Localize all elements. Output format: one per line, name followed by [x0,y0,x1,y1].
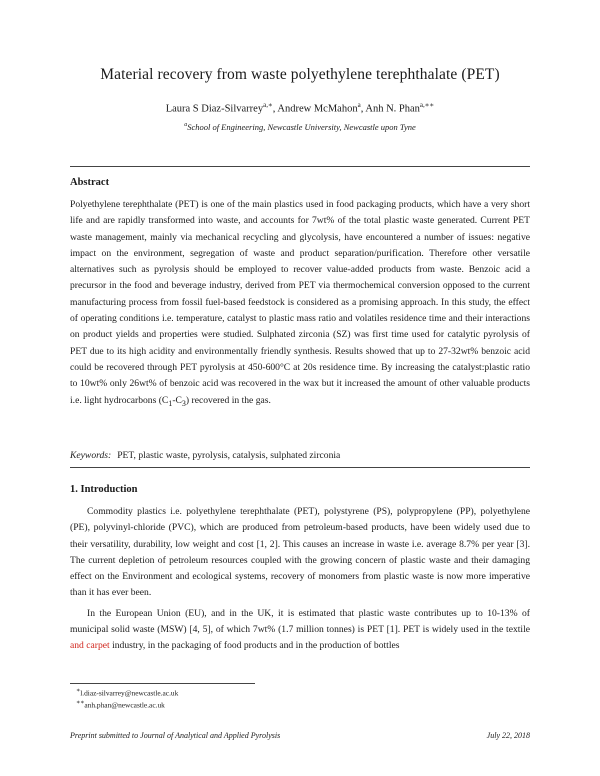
paragraph-text: In the European Union (EU), and in the UK, it is estimated that plastic waste contributes up to 10-13% of municipal solid waste (MSW) [4, 5], of which 7wt% (1.7 million tonnes) is PET [1]. PET is widely used in the textile [70,607,530,636]
author-name: Laura S Diaz-Silvarrey [165,103,264,115]
introduction-body [70,504,530,655]
footnotes [70,686,530,711]
author-affil-mark: a,∗ [263,101,273,109]
footnote-mark: ∗ [76,688,81,694]
affil-mark: a [184,122,188,129]
footer-date: July 22, 2018 [486,731,530,740]
footer-journal: Preprint submitted to Journal of Analytical and Applied Pyrolysis [70,731,281,740]
abstract-bottom-rule [70,467,530,468]
section-heading: 1. Introduction [70,484,138,495]
page-footer [70,731,530,740]
abstract-text: Polyethylene terephthalate (PET) is one of the main plastics used in food packaging products, which have a very short life and are rapidly transformed into waste, and accounts for 7wt% of the total plastic waste generated. Current PET waste management, mainly via mechanical recycling and glycolysis, have encountered a number of issues: negative impact on the environment, segregation of waste and product separation/purification. Therefore other versatile alternatives such as pyrolysis should be employed to recover value-added products from waste. Benzoic acid a precursor in the food and beverage industry, derived from PET via thermochemical conversion opposed to the current manufacturing process from fossil fuel-based feedstock is considered as a promising approach. In this study, the effect of operating conditions i.e. temperature, catalyst to plastic mass ratio and volatiles residence time and their interactions on product yields and properties were studied. Sulphated zirconia (SZ) was first time used for catalytic pyrolysis of PET due to its high acidity and environmentally friendly synthesis. Results showed that up to 27-32wt% benzoic acid could be recovered through PET pyrolysis at 450-600°C at 20s residence time. By increasing the catalyst:plastic ratio to 10wt% only 26wt% of benzoic acid was recovered in the wax but it increased the amount of other valuable products i.e. light hydrocarbons (C [70,199,530,406]
footnote-email: anh.phan@newcastle.ac.uk [84,700,165,710]
author-affil-mark: a,∗∗ [419,101,435,109]
footnote-rule [70,683,255,684]
subscript: 3 [181,398,186,408]
paper-title: Material recovery from waste polyethylene terephthalate (PET) [100,66,500,83]
footnote-mark: ∗∗ [76,700,85,707]
paragraph [70,606,530,655]
keywords-text: PET, plastic waste, pyrolysis, catalysis, sulphated zirconia [117,450,341,461]
author-name: Anh N. Phan [365,103,420,115]
paragraph-text: industry, in the packaging of food products and in the production of bottles [109,640,400,652]
abstract-text: -C [172,394,182,406]
affil-text: School of Engineering, Newcastle University, Newcastle upon Tyne [187,122,416,132]
paragraph: Commodity plastics i.e. polyethylene terephthalate (PET), polystyrene (PS), polypropylene (PP), polyethylene (PE), polyvinyl-chloride (PVC), which are produced from petroleum-based products, have been widely used due to their versatility, durability, low weight and cost [1, 2]. This causes an increase in waste i.e. average 8.7% per year [3]. The current depletion of petroleum resources coupled with the growing concern of plastic waste and their damaging effect on the Environment and ecological systems, recovery of monomers from plastic waste is now more imperative than it has ever been. [70,506,530,599]
abstract-heading: Abstract [70,177,110,188]
keywords [70,450,530,461]
author-separator: , [360,103,366,115]
highlighted-text: and carpet [70,640,110,652]
subscript: 1 [168,398,173,408]
abstract-body [70,197,530,412]
author-list [0,101,600,115]
abstract-top-rule [70,166,530,167]
affiliation [0,122,600,132]
author-name: Andrew McMahon [277,103,358,115]
footnote-email: l.diaz-silvarrey@newcastle.ac.uk [80,688,179,698]
footnote [70,686,530,698]
author-affil-mark: a [357,101,361,109]
footnote [70,698,530,710]
abstract-text: ) recovered in the gas. [185,394,271,406]
keywords-label: Keywords: [70,450,112,461]
author-separator: , [272,103,278,115]
